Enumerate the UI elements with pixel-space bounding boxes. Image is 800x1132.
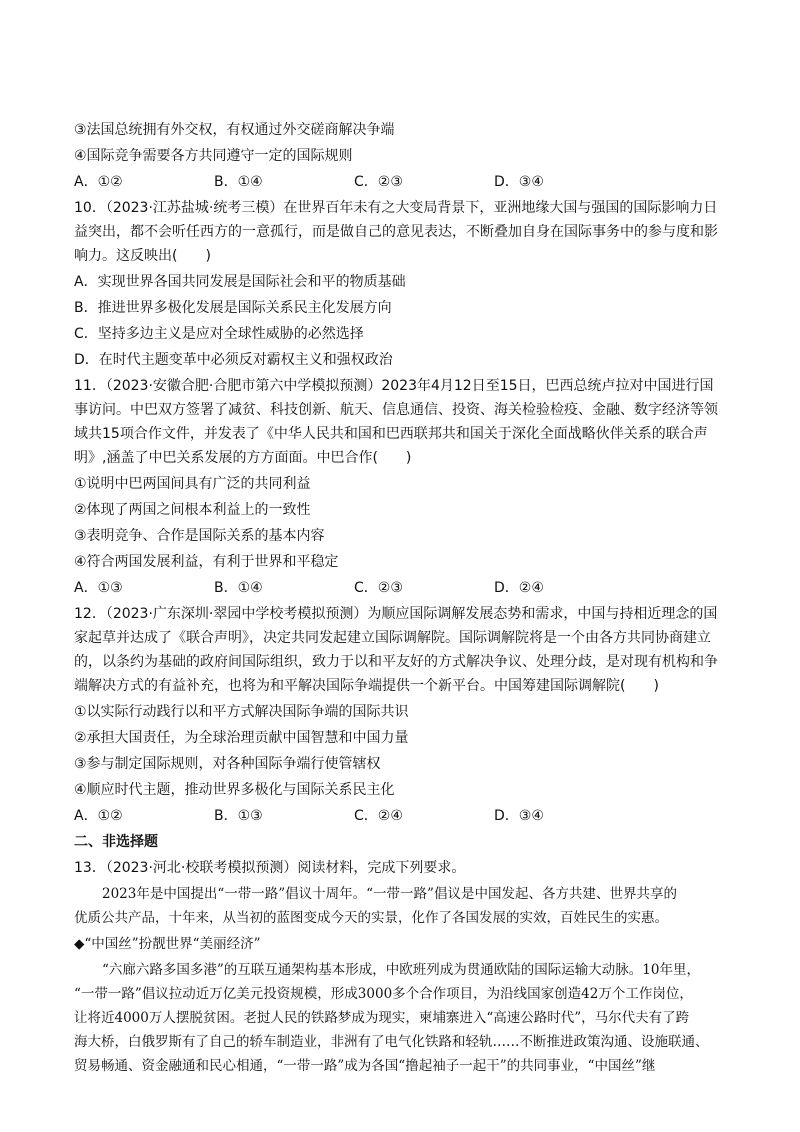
q11-item-2: ②体现了两国之间根本利益上的一致性 — [74, 502, 311, 518]
q12-option-c[interactable]: C．②④ — [354, 808, 403, 824]
q11-option-c[interactable]: C．②③ — [354, 580, 403, 596]
q10-choice-d[interactable]: D．在时代主题变革中必须反对霸权主义和强权政治 — [74, 352, 393, 368]
q11-item-3: ③表明竞争、合作是国际关系的基本内容 — [74, 528, 325, 544]
q12-stem-line-4: 端解决方式的有益补充，也将为和平解决国际争端提供一个新平台。中国筹建国际调解院( ) — [74, 678, 659, 694]
q11-option-a[interactable]: A．①③ — [74, 580, 123, 596]
q10-choice-c[interactable]: C．坚持多边主义是应对全球性威胁的必然选择 — [74, 326, 364, 342]
q11-stem-line-2: 事访问。中巴双方签署了减贫、科技创新、航天、信息通信、投资、海关检验检疫、金融、数字经济等领 — [74, 402, 718, 418]
q13-para2-line-5: 贸易畅通、资金融通和民心相通，“一带一路”成为各国“撸起袖子一起干”的共同事业，“中国丝”继 — [74, 1058, 656, 1074]
q11-stem-line-3: 域共15项合作文件，并发表了《中华人民共和国和巴西联邦共和国关于深化全面战略伙伴关系的联合声 — [74, 426, 708, 442]
q12-stem-line-3: 的，以条约为基础的政府间国际组织，致力于以和平友好的方式解决争议、处理分歧，是对现有机构和争 — [74, 654, 718, 670]
q11-item-4: ④符合两国发展利益，有利于世界和平稳定 — [74, 554, 339, 570]
q13-para2-line-1: “六廊六路多国多港”的互联互通架构基本形成，中欧班列成为贯通欧陆的国际运输大动脉。10年里， — [102, 962, 700, 978]
q12-options — [74, 806, 734, 826]
q13-para2-line-3: 让将近4000万人摆脱贫困。老挝人民的铁路梦成为现实，柬埔寨进入“高速公路时代”，马尔代夫有了跨 — [74, 1010, 690, 1026]
q12-item-1: ①以实际行动践行以和平方式解决国际争端的国际共识 — [74, 704, 409, 720]
q11-stem-line-4: 明》,涵盖了中巴关系发展的方方面面。中巴合作( ) — [74, 450, 412, 466]
q11-stem-line-1: 11．（2023·安徽合肥·合肥市第六中学模拟预测）2023年4月12日至15日，巴西总统卢拉对中国进行国 — [74, 378, 714, 394]
q10-stem-line-3: 响力。这反映出( ) — [74, 248, 211, 264]
q10-stem-line-1: 10．（2023·江苏盐城·统考三模）在世界百年未有之大变局背景下，亚洲地缘大国与强国的国际影响力日 — [74, 200, 718, 216]
q13-para1-line-1: 2023年是中国提出“一带一路”倡议十周年。“一带一路”倡议是中国发起、各方共建、世界共享的 — [102, 886, 677, 902]
q11-option-b[interactable]: B．①④ — [214, 580, 263, 596]
q10-choice-b[interactable]: B．推进世界多极化发展是国际关系民主化发展方向 — [74, 300, 392, 316]
q9-option-c[interactable]: C．②③ — [354, 174, 403, 190]
q9-item-4: ④国际竞争需要各方共同遵守一定的国际规则 — [74, 148, 353, 164]
q12-item-4: ④顺应时代主题，推动世界多极化与国际关系民主化 — [74, 782, 395, 798]
q12-option-a[interactable]: A．①② — [74, 808, 123, 824]
q12-option-b[interactable]: B．①③ — [214, 808, 263, 824]
q10-choice-a[interactable]: A．实现世界各国共同发展是国际社会和平的物质基础 — [74, 274, 406, 290]
q10-stem-line-2: 益突出，都不会听任西方的一意孤行，而是做自己的意见表达，不断叠加自身在国际事务中的参与度和影 — [74, 224, 718, 240]
q13-subtitle: ◆“中国丝”扮靓世界“美丽经济” — [74, 936, 261, 952]
q12-item-3: ③参与制定国际规则，对各种国际争端行使管辖权 — [74, 756, 381, 772]
q9-option-b[interactable]: B．①④ — [214, 174, 263, 190]
q11-option-d[interactable]: D．②④ — [494, 580, 544, 596]
q13-para2-line-2: “一带一路”倡议拉动近万亿美元投资规模，形成3000多个合作项目，为沿线国家创造42万个工作岗位， — [74, 986, 693, 1002]
q9-options — [74, 172, 734, 192]
section-heading: 二、非选择题 — [74, 834, 158, 850]
q9-option-a[interactable]: A．①② — [74, 174, 123, 190]
q11-options — [74, 578, 734, 598]
q13-para1-line-2: 优质公共产品，十年来，从当初的蓝图变成今天的实景，化作了各国发展的实效，百姓民生的实惠。 — [74, 910, 668, 926]
q13-stem: 13．（2023·河北·校联考模拟预测）阅读材料，完成下列要求。 — [74, 860, 466, 876]
q12-stem-line-1: 12．（2023·广东深圳·翠园中学校考模拟预测）为顺应国际调解发展态势和需求，中国与持相近理念的国 — [74, 606, 718, 622]
q9-item-3: ③法国总统拥有外交权，有权通过外交磋商解决争端 — [74, 122, 395, 138]
q9-option-d[interactable]: D．③④ — [494, 174, 544, 190]
q11-item-1: ①说明中巴两国间具有广泛的共同利益 — [74, 476, 311, 492]
q12-item-2: ②承担大国责任，为全球治理贡献中国智慧和中国力量 — [74, 730, 409, 746]
q12-option-d[interactable]: D．③④ — [494, 808, 544, 824]
q13-para2-line-4: 海大桥，白俄罗斯有了自己的轿车制造业，非洲有了电气化铁路和轻轨……不断推进政策沟通、设施联通、 — [74, 1034, 709, 1050]
q12-stem-line-2: 家起草并达成了《联合声明》，决定共同发起建立国际调解院。国际调解院将是一个由各方共同协商建立 — [74, 630, 711, 646]
